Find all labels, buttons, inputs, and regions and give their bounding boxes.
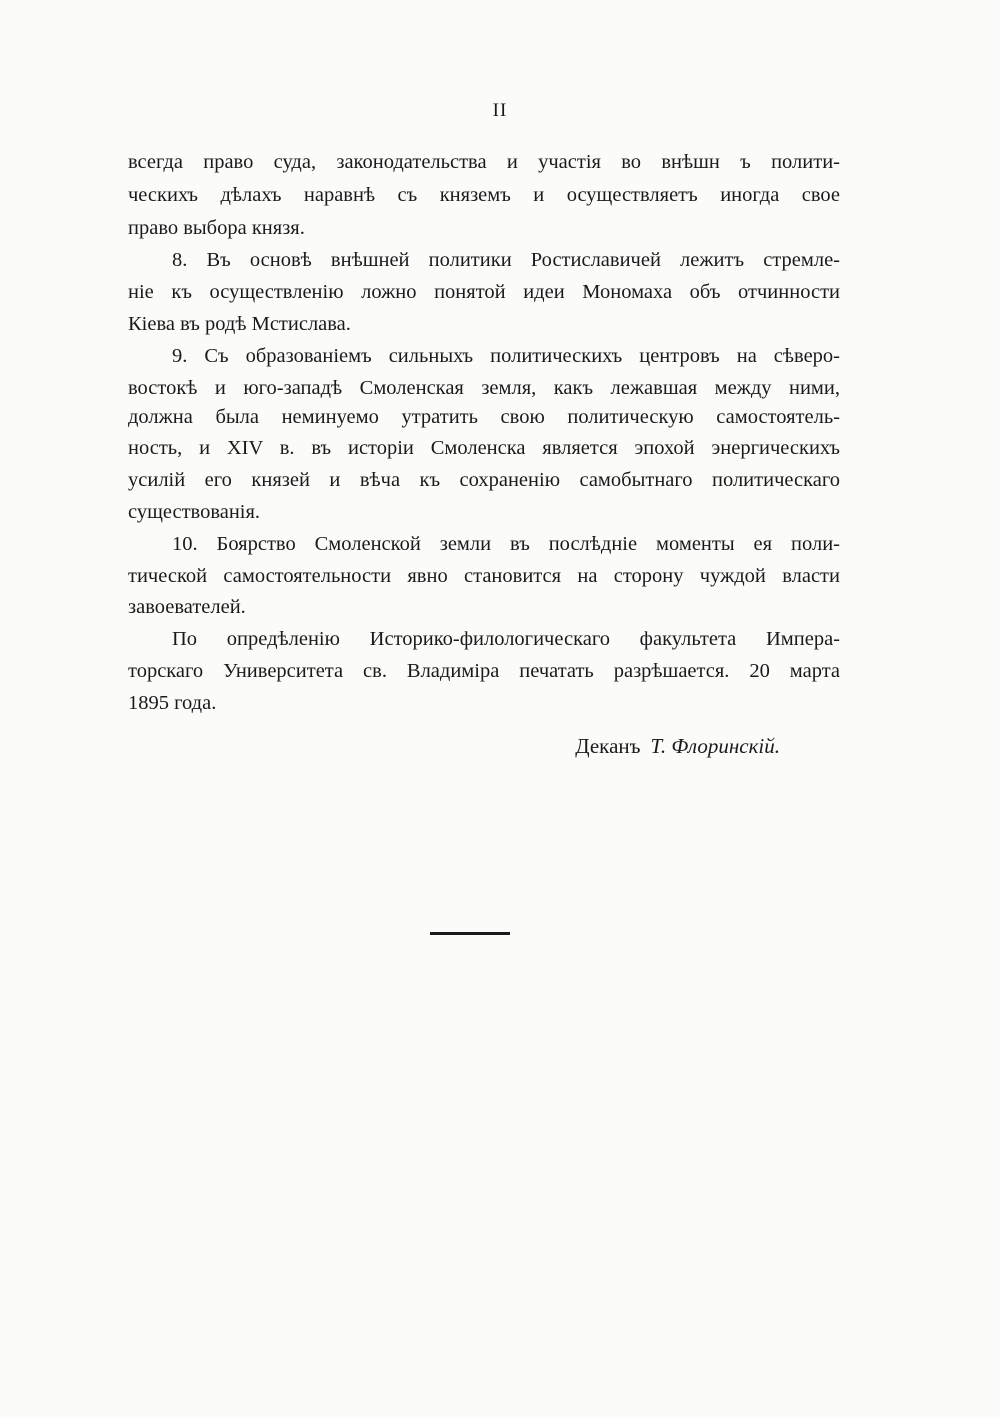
text-line: востокѣ и юго-западѣ Смоленская земля, какъ лежавшая между ними,	[128, 377, 840, 399]
text-line: тической самостоятельности явно становится на сторону чуждой власти	[128, 565, 840, 587]
page-number: II	[492, 100, 508, 121]
text-line: усилій его князей и вѣча къ сохраненію самобытнаго политическаго	[128, 469, 840, 491]
text-line: 9. Съ образованіемъ сильныхъ политическихъ центровъ на сѣверо-	[172, 345, 840, 367]
text-line: всегда право суда, законодательства и участія во внѣшн ъ полити-	[128, 151, 840, 173]
text-line: ческихъ дѣлахъ наравнѣ съ княземъ и осуществляетъ иногда свое	[128, 184, 840, 206]
signature-title: Деканъ	[575, 734, 641, 758]
closing-rule	[430, 932, 510, 935]
text-line: Кіева въ родѣ Мстислава.	[128, 313, 351, 335]
text-line: 1895 года.	[128, 692, 217, 714]
text-line: 10. Боярство Смоленской земли въ послѣдніе моменты ея поли-	[172, 533, 840, 555]
text-line: По опредѣленію Историко-филологическаго факультета Импера-	[172, 628, 840, 650]
text-line: 8. Въ основѣ внѣшней политики Ростиславичей лежитъ стремле-	[172, 249, 840, 271]
text-line: ность, и XIV в. въ исторіи Смоленска является эпохой энергическихъ	[128, 437, 840, 459]
signature	[575, 731, 780, 761]
text-line: существованія.	[128, 501, 261, 523]
text-line: завоевателей.	[128, 596, 246, 618]
text-line: право выбора князя.	[128, 217, 305, 239]
signature-name: Т. Флоринскій.	[650, 734, 780, 758]
text-line: торскаго Университета св. Владиміра печатать разрѣшается. 20 марта	[128, 660, 840, 682]
text-line: должна была неминуемо утратить свою политическую самостоятель-	[128, 406, 840, 428]
text-line: ніе къ осуществленію ложно понятой идеи Мономаха объ отчинности	[128, 281, 840, 303]
